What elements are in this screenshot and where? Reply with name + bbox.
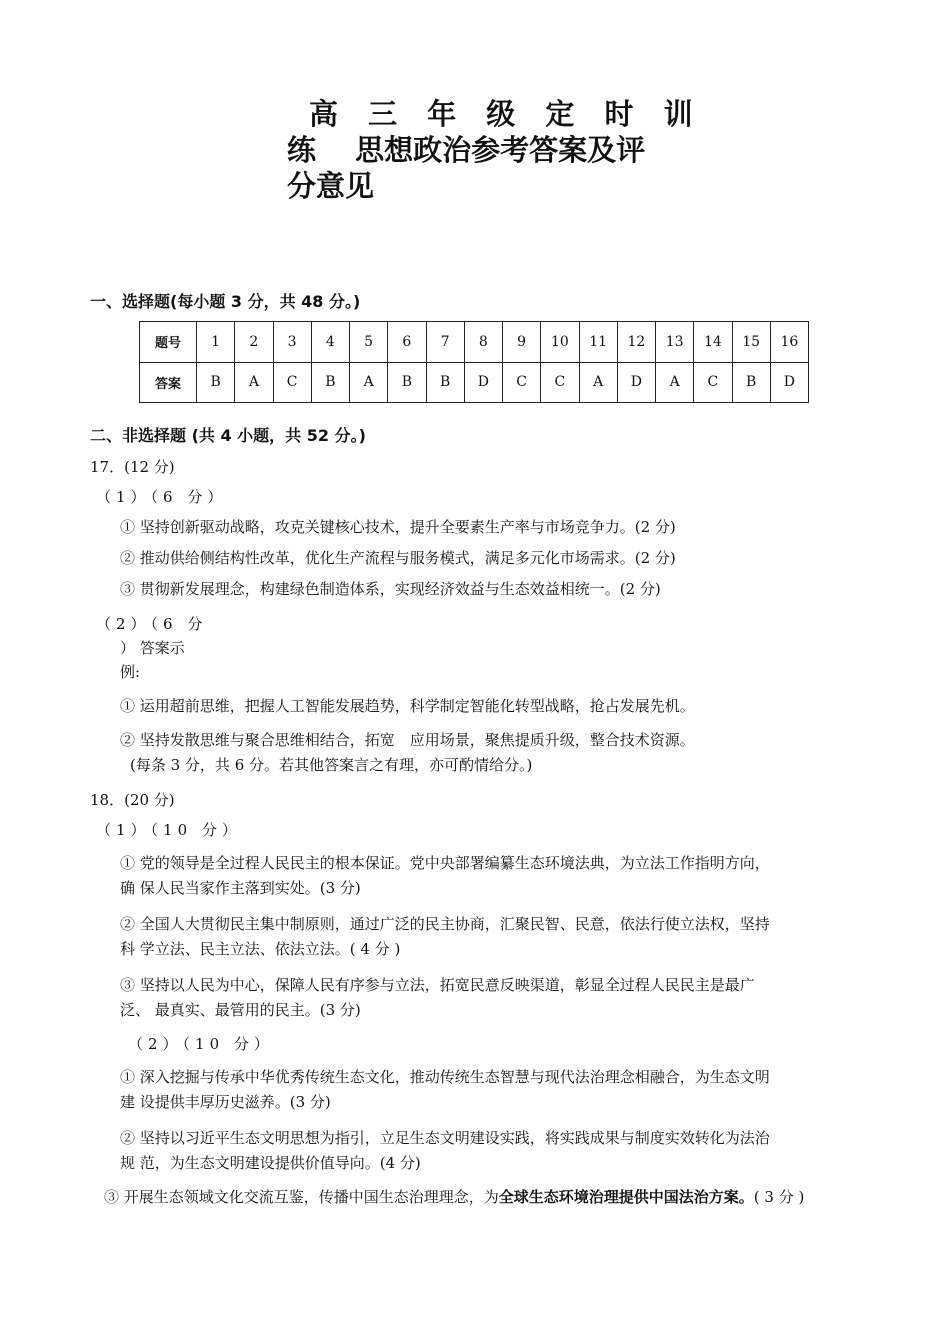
question-number-cell: 16: [770, 322, 808, 363]
title-line-3: 分意见: [287, 169, 375, 203]
question-number-cell: 11: [579, 322, 617, 363]
question-18-part-2-heading: （2）（10 分）: [128, 1035, 274, 1053]
question-18-part-1-item: ② 全国人大贯彻民主集中制原则，通过广泛的民主协商，汇聚民智、民意，依法行使立法权，坚持: [120, 915, 770, 933]
item-3-text: ③ 开展生态领域文化交流互鉴，传播中国生态治理理念，为: [104, 1188, 499, 1206]
item-3-emphasis: 全球生态环境治理提供中国法治方案。: [498, 1188, 754, 1206]
question-17-part-2-item: ② 坚持发散思维与聚合思维相结合，拓宽 应用场景，聚焦提质升级，整合技术资源。: [120, 731, 695, 749]
answer-cell: B: [197, 362, 235, 403]
answer-cell: D: [617, 362, 655, 403]
answer-cell: C: [541, 362, 579, 403]
question-18-part-1-item-cont: 确 保人民当家作主落到实处。(3 分): [120, 879, 361, 897]
question-17-part-1-item: ③ 贯彻新发展理念，构建绿色制造体系，实现经济效益与生态效益相统一。(2 分): [120, 580, 661, 598]
question-17-scoring-note: (每条 3 分，共 6 分。若其他答案言之有理，亦可酌情给分。): [130, 756, 533, 774]
question-17-part-1-heading: （1）（6 分）: [96, 488, 228, 506]
question-17-part-1-item: ① 坚持创新驱动战略，攻克关键核心技术，提升全要素生产率与市场竞争力。(2 分): [120, 518, 676, 536]
question-number-cell: 8: [464, 322, 502, 363]
question-18-part-1-item: ① 党的领导是全过程人民民主的根本保证。党中央部署编纂生态环境法典，为立法工作指明方向，: [120, 854, 770, 872]
answer-cell: B: [311, 362, 349, 403]
section-1-heading: 一、选择题(每小题 3 分，共 48 分。): [90, 292, 361, 311]
question-17-part-2-item: ① 运用超前思维，把握人工智能发展趋势，科学制定智能化转型战略，抢占发展先机。: [120, 697, 695, 715]
answer-cell: C: [273, 362, 311, 403]
answer-cell: C: [694, 362, 732, 403]
item-3-score: ( 3 分 ): [753, 1188, 805, 1206]
answer-table-answer-row: [140, 362, 809, 403]
question-18-part-2-item-cont: 建 设提供丰厚历史滋养。(3 分): [120, 1093, 331, 1111]
question-18-part-2-item: ① 深入挖掘与传承中华优秀传统生态文化，推动传统生态智慧与现代法治理念相融合，为生态文明: [120, 1068, 770, 1086]
answer-cell: B: [388, 362, 426, 403]
question-number-cell: 2: [235, 322, 273, 363]
answer-cell: B: [426, 362, 464, 403]
answer-cell: A: [656, 362, 694, 403]
answer-cell: A: [235, 362, 273, 403]
question-18-heading: 18．(20 分): [90, 791, 175, 809]
question-18-part-2-item-3: [104, 1186, 804, 1207]
question-number-cell: 12: [617, 322, 655, 363]
answer-table-row-label: 题号: [140, 322, 197, 363]
question-17-part-1-item: ② 推动供给侧结构性改革，优化生产流程与服务模式，满足多元化市场需求。(2 分): [120, 549, 676, 567]
question-number-cell: 14: [694, 322, 732, 363]
question-18-part-2-item: ② 坚持以习近平生态文明思想为指引，立足生态文明建设实践，将实践成果与制度实效转化为法治: [120, 1129, 770, 1147]
question-18-part-1-item: ③ 坚持以人民为中心，保障人民有序参与立法，拓宽民意反映渠道，彰显全过程人民民主是最广: [120, 976, 755, 994]
question-17-part-2-heading-cont: 例:: [120, 663, 141, 681]
question-18-part-2-item-cont: 规 范，为生态文明建设提供价值导向。(4 分): [120, 1154, 421, 1172]
answer-table-row-label: 答案: [140, 362, 197, 403]
question-number-cell: 3: [273, 322, 311, 363]
answer-cell: A: [350, 362, 388, 403]
answer-table: [139, 321, 809, 403]
question-18-part-1-heading: （1）（10 分）: [96, 821, 242, 839]
question-number-cell: 7: [426, 322, 464, 363]
question-18-part-1-item-cont: 科 学立法、民主立法、依法立法。( 4 分 ): [120, 940, 401, 958]
title-line-2: 练 思想政治参考答案及评: [287, 133, 646, 167]
question-number-cell: 15: [732, 322, 770, 363]
answer-table-number-row: [140, 322, 809, 363]
question-number-cell: 4: [311, 322, 349, 363]
question-number-cell: 1: [197, 322, 235, 363]
answer-cell: D: [464, 362, 502, 403]
question-number-cell: 10: [541, 322, 579, 363]
question-17-part-2-heading: （2）（6 分: [96, 615, 208, 633]
question-number-cell: 5: [350, 322, 388, 363]
question-18-part-1-item-cont: 泛、 最真实、最管用的民主。(3 分): [120, 1001, 361, 1019]
question-17-heading: 17．(12 分): [90, 458, 175, 476]
question-number-cell: 13: [656, 322, 694, 363]
title-line-1: 高 三 年 级 定 时 训: [309, 97, 703, 131]
question-17-part-2-heading-cont: ） 答案示: [120, 639, 185, 657]
section-2-heading: 二、非选择题 (共 4 小题，共 52 分。): [90, 426, 366, 445]
question-number-cell: 6: [388, 322, 426, 363]
question-number-cell: 9: [503, 322, 541, 363]
answer-cell: B: [732, 362, 770, 403]
answer-cell: A: [579, 362, 617, 403]
answer-cell: C: [503, 362, 541, 403]
answer-cell: D: [770, 362, 808, 403]
